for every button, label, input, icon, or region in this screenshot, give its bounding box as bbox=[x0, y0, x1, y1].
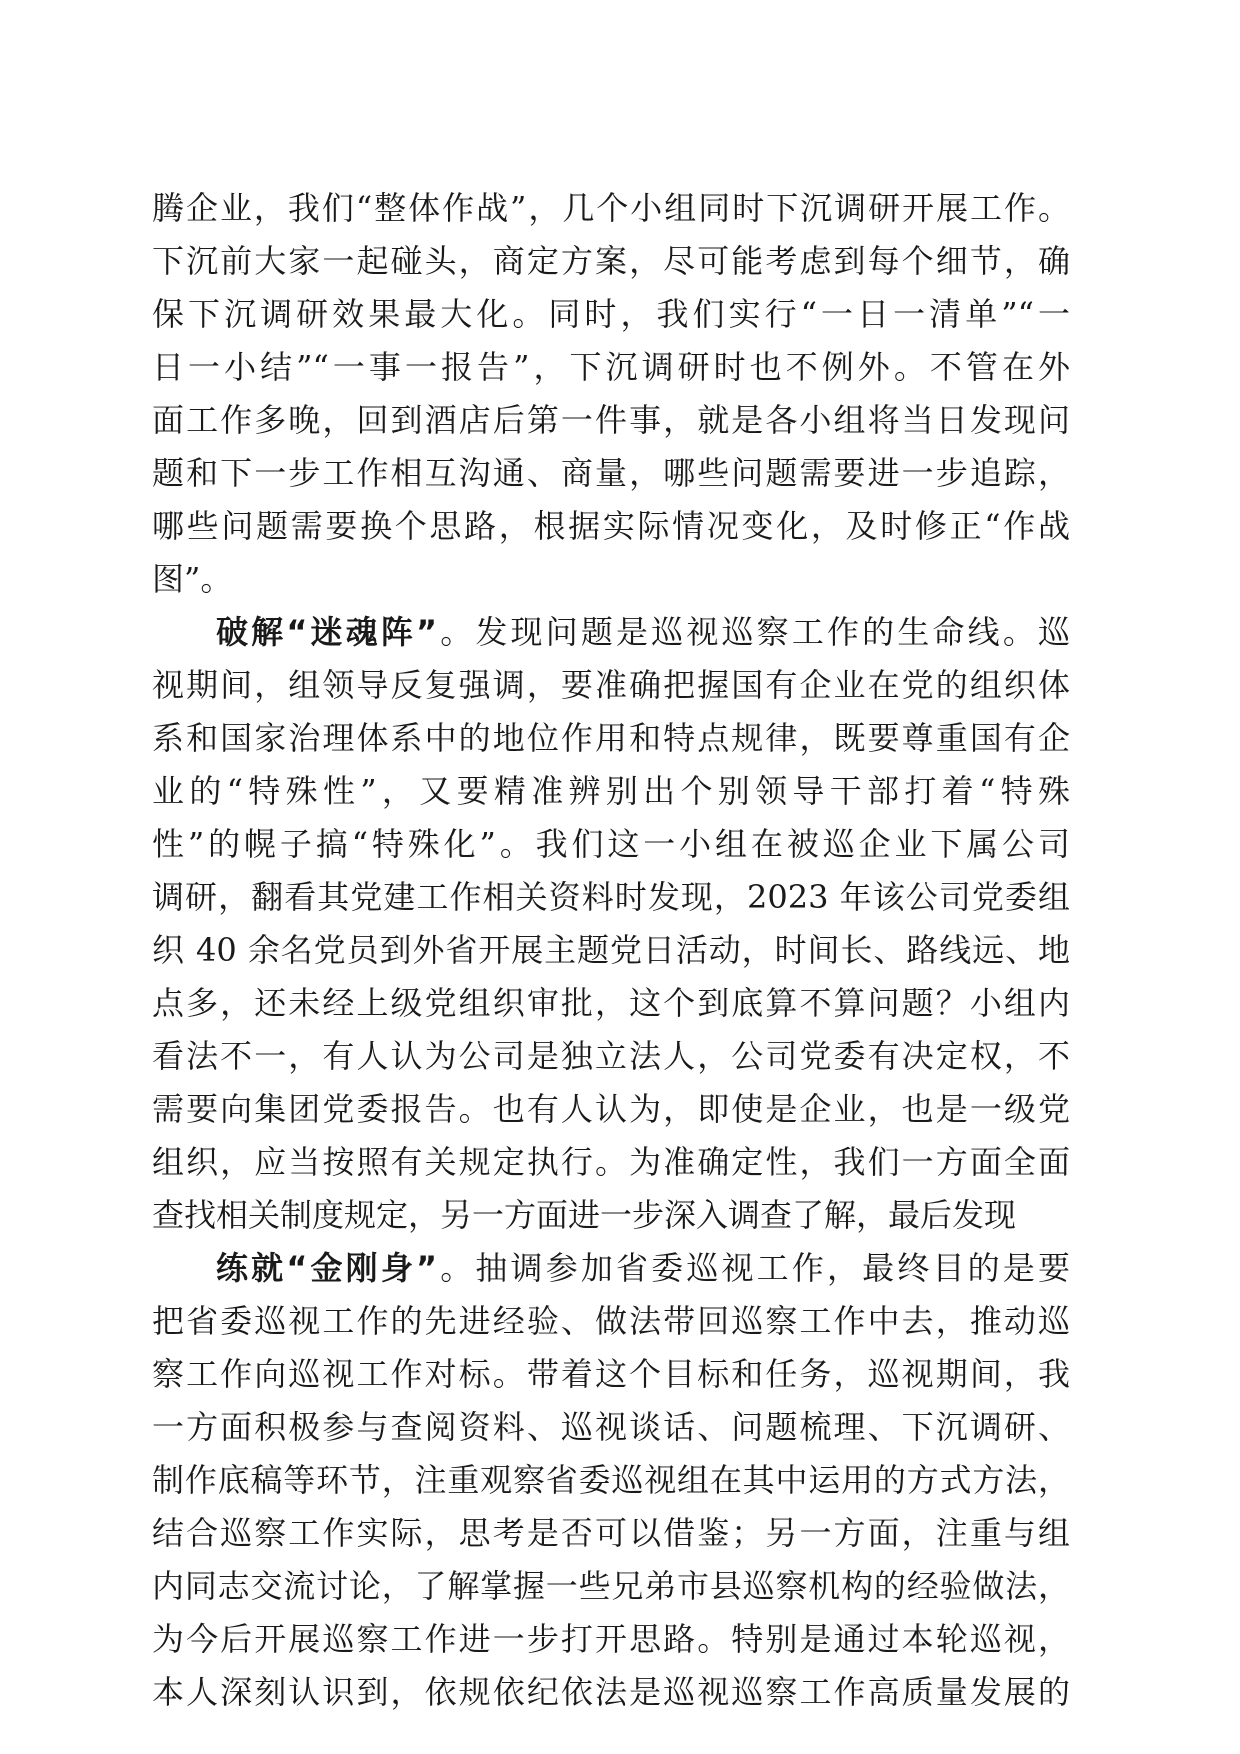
text-line: 查找相关制度规定，另一方面进一步深入调查了解，最后发现 bbox=[152, 1196, 1017, 1234]
text-line: 调研，翻看其党建工作相关资料时发现，2023 年该公司党委组 bbox=[152, 878, 1070, 916]
text-line: 看法不一，有人认为公司是独立法人，公司党委有决定权，不 bbox=[152, 1037, 1070, 1075]
text-line: 视期间，组领导反复强调，要准确把握国有企业在党的组织体 bbox=[152, 666, 1070, 704]
text-line: 结合巡察工作实际，思考是否可以借鉴；另一方面，注重与组 bbox=[152, 1514, 1070, 1552]
text-line: 内同志交流讨论，了解掌握一些兄弟市县巡察机构的经验做法， bbox=[152, 1567, 1070, 1605]
text-line: 下沉前大家一起碰头，商定方案，尽可能考虑到每个细节，确 bbox=[152, 242, 1070, 280]
text-line: 面工作多晚，回到酒店后第一件事，就是各小组将当日发现问 bbox=[152, 401, 1070, 439]
text-line: 系和国家治理体系中的地位作用和特点规律，既要尊重国有企 bbox=[152, 719, 1070, 757]
text-line: 织 40 余名党员到外省开展主题党日活动，时间长、路线远、地 bbox=[152, 931, 1070, 969]
paragraph-1 bbox=[152, 182, 1070, 606]
text-line: 察工作向巡视工作对标。带着这个目标和任务，巡视期间，我 bbox=[152, 1355, 1070, 1393]
text-line: 把省委巡视工作的先进经验、做法带回巡察工作中去，推动巡 bbox=[152, 1302, 1070, 1340]
text-line: 为今后开展巡察工作进一步打开思路。特别是通过本轮巡视， bbox=[152, 1620, 1070, 1658]
paragraph-2 bbox=[152, 606, 1070, 1242]
text-line: 哪些问题需要换个思路，根据实际情况变化，及时修正“作战 bbox=[152, 507, 1070, 545]
section-heading: 破解“迷魂阵” bbox=[216, 613, 438, 651]
text-line: 性”的幌子搞“特殊化”。我们这一小组在被巡企业下属公司 bbox=[152, 825, 1070, 863]
text-line: 一方面积极参与查阅资料、巡视谈话、问题梳理、下沉调研、 bbox=[152, 1408, 1070, 1446]
text-line: 腾企业，我们“整体作战”，几个小组同时下沉调研开展工作。 bbox=[152, 189, 1070, 227]
paragraph-first-line bbox=[152, 606, 1070, 659]
document-body bbox=[152, 182, 1070, 1719]
text-line: 日一小结”“一事一报告”，下沉调研时也不例外。不管在外 bbox=[152, 348, 1070, 386]
text-line: 业的“特殊性”，又要精准辨别出个别领导干部打着“特殊 bbox=[152, 772, 1070, 810]
text-line: 组织，应当按照有关规定执行。为准确定性，我们一方面全面 bbox=[152, 1143, 1070, 1181]
paragraph-first-line bbox=[152, 1242, 1070, 1295]
text-run: 。发现问题是巡视巡察工作的生命线。巡 bbox=[437, 613, 1070, 651]
text-run: 。抽调参加省委巡视工作，最终目的是要 bbox=[437, 1249, 1070, 1287]
text-line: 保下沉调研效果最大化。同时，我们实行“一日一清单”“一 bbox=[152, 295, 1070, 333]
text-line: 题和下一步工作相互沟通、商量，哪些问题需要进一步追踪， bbox=[152, 454, 1070, 492]
text-line: 点多，还未经上级党组织审批，这个到底算不算问题？小组内 bbox=[152, 984, 1070, 1022]
text-line: 需要向集团党委报告。也有人认为，即使是企业，也是一级党 bbox=[152, 1090, 1070, 1128]
text-line: 本人深刻认识到，依规依纪依法是巡视巡察工作高质量发展的 bbox=[152, 1673, 1070, 1711]
text-line: 图”。 bbox=[152, 560, 233, 598]
paragraph-3 bbox=[152, 1242, 1070, 1719]
section-heading: 练就“金刚身” bbox=[216, 1249, 438, 1287]
text-line: 制作底稿等环节，注重观察省委巡视组在其中运用的方式方法， bbox=[152, 1461, 1070, 1499]
